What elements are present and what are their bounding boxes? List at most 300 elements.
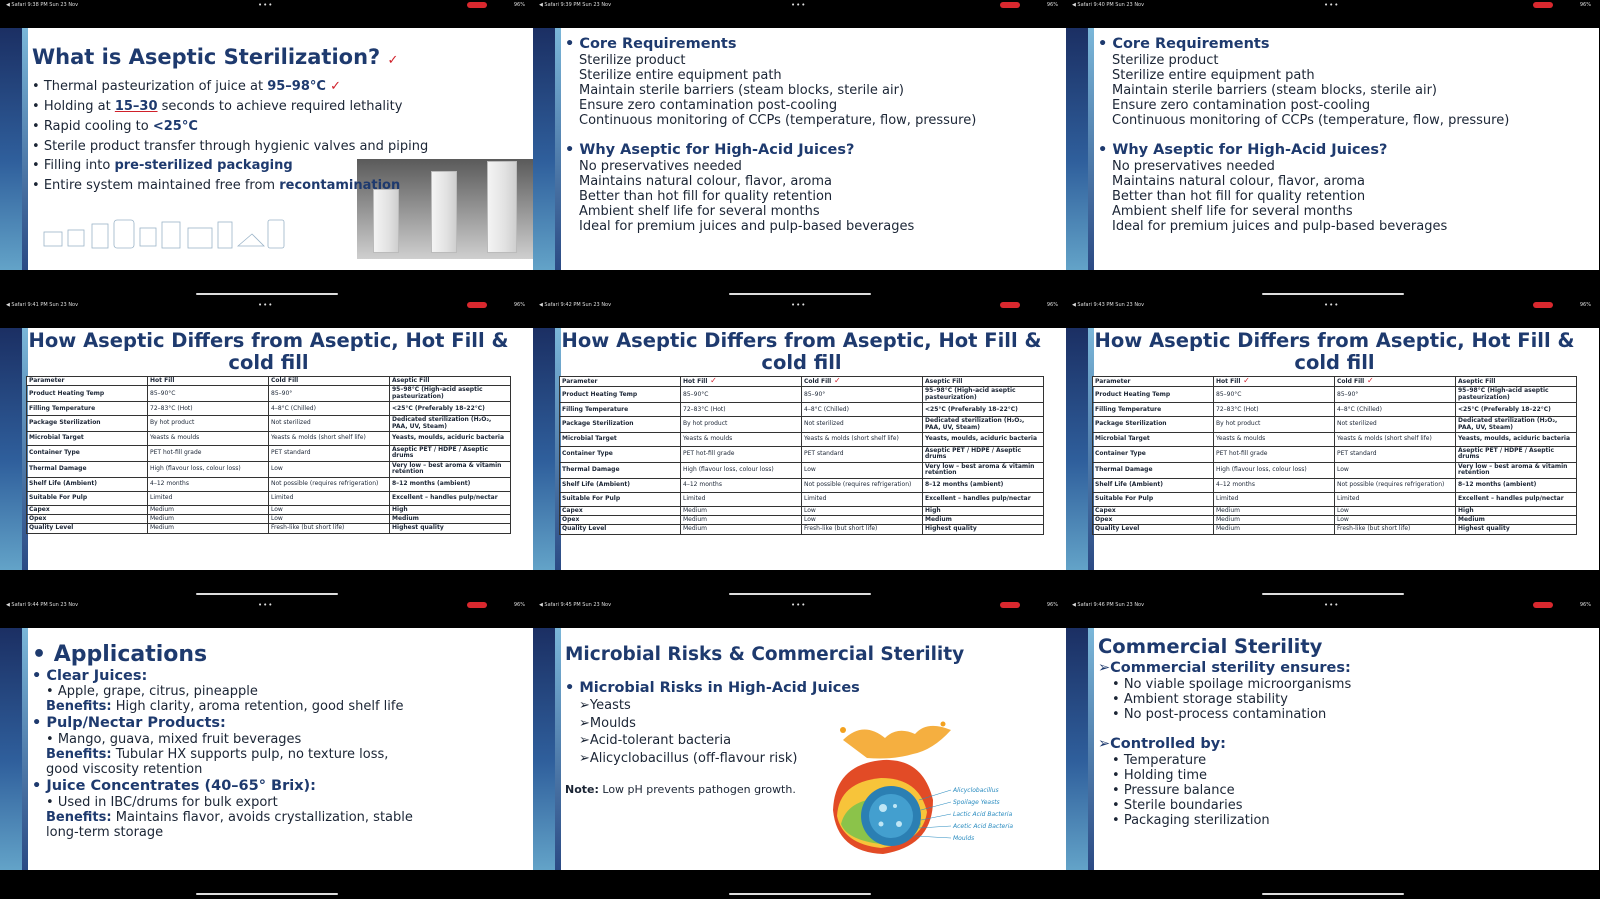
table-cell: Yeasts & molds (short shelf life) [269, 432, 390, 446]
list-item: • Apple, grape, citrus, pineapple [46, 684, 258, 699]
figure-label: Alicyclobacillus [953, 787, 999, 794]
slide-accent-bar [533, 328, 555, 570]
table-cell: Medium [681, 506, 802, 515]
home-indicator[interactable] [1262, 893, 1404, 895]
table-cell: High [390, 505, 511, 514]
battery-level: 96% [513, 302, 525, 308]
screenshot-cell-6 [1066, 300, 1599, 599]
table-cell: 85–90° [802, 387, 923, 403]
table-cell: Package Sterilization [560, 417, 681, 433]
benefits-text: Benefits: Maintains flavor, avoids crystallization, stable [46, 810, 413, 825]
table-cell: Very low – best aroma & vitamin retention [390, 461, 511, 477]
table-cell: 4–8°C (Chilled) [269, 402, 390, 416]
table-row [27, 515, 511, 524]
table-cell: Quality Level [560, 525, 681, 534]
screenshot-cell-8 [533, 600, 1066, 899]
list-item: • Temperature [1112, 753, 1207, 768]
table-cell: PET standard [269, 446, 390, 462]
more-dots-icon[interactable]: ••• [258, 601, 274, 609]
home-indicator[interactable] [196, 893, 338, 895]
comparison-table-container [559, 376, 1044, 535]
battery-level: 96% [1046, 302, 1058, 308]
table-header-cell: Parameter [1093, 377, 1214, 387]
list-item: Continuous monitoring of CCPs (temperature, flow, pressure) [579, 113, 977, 128]
table-row [1093, 478, 1577, 492]
table-cell: Capex [560, 506, 681, 515]
more-dots-icon[interactable]: ••• [791, 601, 807, 609]
table-row [27, 446, 511, 462]
list-item: Ensure zero contamination post-cooling [579, 98, 838, 113]
list-item: • No post-process contamination [1112, 707, 1327, 722]
table-cell: Dedicated sterilization (H₂O₂, PAA, UV, Steam) [390, 416, 511, 432]
note-text: Note: Low pH prevents pathogen growth. [565, 783, 796, 796]
slide-title: How Aseptic Differs from Aseptic, Hot Fill & cold fill [1094, 329, 1575, 374]
comparison-table [559, 376, 1044, 535]
table-cell: Fresh-like (but short life) [802, 525, 923, 534]
table-cell: Medium [1214, 525, 1335, 534]
slide-accent-bar [1066, 28, 1088, 270]
status-bar [533, 600, 1066, 610]
status-bar [0, 300, 533, 310]
recording-indicator [1000, 602, 1020, 608]
table-cell: <25°C (Preferably 18–22°C) [1456, 403, 1577, 417]
screenshot-cell-1 [0, 0, 533, 299]
list-item: Ideal for premium juices and pulp-based beverages [1112, 219, 1448, 234]
slide-title: Commercial Sterility [1098, 635, 1323, 658]
table-cell: By hot product [1214, 417, 1335, 433]
table-row [560, 525, 1044, 534]
slide-accent-bar [1066, 628, 1088, 870]
list-item: ➢Acid-tolerant bacteria [579, 733, 732, 748]
table-cell: By hot product [681, 417, 802, 433]
slide-title: What is Aseptic Sterilization? ✓ [32, 45, 399, 69]
more-dots-icon[interactable]: ••• [1324, 1, 1340, 9]
table-cell: Thermal Damage [1093, 462, 1214, 478]
list-item: Maintains natural colour, flavor, aroma [579, 174, 832, 189]
table-cell: PET standard [802, 447, 923, 463]
status-bar [1066, 600, 1599, 610]
table-cell: Opex [1093, 516, 1214, 525]
list-item: • Used in IBC/drums for bulk export [46, 795, 278, 810]
table-row [560, 387, 1044, 403]
check-mark-icon: ✓ [1364, 376, 1374, 385]
recording-indicator [467, 2, 487, 8]
bullet-item: • Filling into pre-sterilized packaging [32, 158, 293, 173]
table-row [1093, 462, 1577, 478]
list-item: Maintains natural colour, flavor, aroma [1112, 174, 1365, 189]
table-cell: Product Heating Temp [27, 386, 148, 402]
list-item: No preservatives needed [1112, 159, 1275, 174]
table-cell: Filling Temperature [1093, 403, 1214, 417]
bullet-item: • Holding at 15–30 seconds to achieve required lethality [32, 99, 403, 114]
table-cell: Shelf Life (Ambient) [560, 478, 681, 492]
table-cell: 4–8°C (Chilled) [1335, 403, 1456, 417]
table-row [560, 506, 1044, 515]
table-cell: Limited [148, 491, 269, 505]
check-mark-icon: ✓ [387, 53, 399, 68]
table-cell: Opex [560, 516, 681, 525]
section-heading: • Clear Juices: [32, 668, 148, 684]
table-cell: Capex [27, 505, 148, 514]
table-cell: PET hot-fill grade [1214, 447, 1335, 463]
table-row [560, 492, 1044, 506]
table-cell: Low [1335, 516, 1456, 525]
table-row [1093, 447, 1577, 463]
table-cell: Package Sterilization [27, 416, 148, 432]
table-cell: Suitable For Pulp [27, 491, 148, 505]
table-row [27, 505, 511, 514]
table-cell: 85–90°C [148, 386, 269, 402]
slide-comparison-table [0, 328, 533, 570]
screenshot-cell-3 [1066, 0, 1599, 299]
table-cell: Medium [148, 524, 269, 533]
table-row [560, 462, 1044, 478]
recording-indicator [467, 302, 487, 308]
table-row [1093, 525, 1577, 534]
battery-level: 96% [1046, 602, 1058, 608]
table-cell: Yeasts & molds (short shelf life) [802, 433, 923, 447]
benefits-text: Benefits: High clarity, aroma retention, good shelf life [46, 699, 404, 714]
status-bar [533, 300, 1066, 310]
bullet-item: • Sterile product transfer through hygienic valves and piping [32, 139, 429, 154]
check-mark-icon: ✓ [330, 79, 341, 94]
table-row [27, 386, 511, 402]
slide-accent-bar [533, 28, 555, 270]
section-heading: • Juice Concentrates (40–65° Brix): [32, 778, 316, 794]
table-cell: Package Sterilization [1093, 417, 1214, 433]
table-cell: Container Type [1093, 447, 1214, 463]
slide-title: • Applications [32, 642, 208, 667]
slide-title: How Aseptic Differs from Aseptic, Hot Fill & cold fill [561, 329, 1042, 374]
status-time: ◀ Safari 9:44 PM Sun 23 Nov [6, 602, 79, 608]
table-cell: Filling Temperature [27, 402, 148, 416]
table-cell: High [923, 506, 1044, 515]
table-cell: Yeasts & moulds [148, 432, 269, 446]
table-cell: Thermal Damage [27, 461, 148, 477]
table-cell: High [1456, 506, 1577, 515]
section-heading: • Why Aseptic for High-Acid Juices? [1098, 142, 1388, 158]
table-cell: Low [1335, 506, 1456, 515]
battery-level: 96% [1579, 2, 1591, 8]
table-cell: PET standard [1335, 447, 1456, 463]
slide-accent-bar [0, 28, 22, 270]
table-row [27, 491, 511, 505]
table-cell: Not possible (requires refrigeration) [1335, 478, 1456, 492]
list-item: Ambient shelf life for several months [579, 204, 820, 219]
home-indicator[interactable] [1262, 293, 1404, 295]
slide-aseptic-sterilization [0, 28, 533, 270]
table-row [1093, 387, 1577, 403]
table-cell: Medium [1214, 506, 1335, 515]
table-cell: Shelf Life (Ambient) [1093, 478, 1214, 492]
table-cell: Low [802, 462, 923, 478]
table-cell: 72–83°C (Hot) [681, 403, 802, 417]
table-cell: 72–83°C (Hot) [148, 402, 269, 416]
table-row [1093, 506, 1577, 515]
more-dots-icon[interactable]: ••• [791, 301, 807, 309]
table-cell: Highest quality [1456, 525, 1577, 534]
table-cell: Very low – best aroma & vitamin retention [923, 462, 1044, 478]
section-heading: • Core Requirements [565, 36, 737, 52]
table-cell: Excellent – handles pulp/nectar [390, 491, 511, 505]
figure-label: Spoilage Yeasts [953, 799, 1000, 806]
figure-label: Moulds [953, 835, 975, 842]
check-mark-icon: ✓ [1240, 376, 1250, 385]
table-cell: Microbial Target [1093, 433, 1214, 447]
benefits-text: Benefits: Tubular HX supports pulp, no texture loss, [46, 747, 389, 762]
table-header-cell: Hot Fill [148, 377, 269, 386]
table-cell: Yeasts & moulds [1214, 433, 1335, 447]
table-cell: 85–90°C [1214, 387, 1335, 403]
table-cell: Yeasts, moulds, aciduric bacteria [390, 432, 511, 446]
list-item: No preservatives needed [579, 159, 742, 174]
table-row [1093, 492, 1577, 506]
screenshot-cell-2 [533, 0, 1066, 299]
check-mark-icon: ✓ [707, 376, 717, 385]
bullet-item: • Entire system maintained free from recontamination [32, 178, 401, 193]
table-cell: Suitable For Pulp [560, 492, 681, 506]
table-cell: 85–90° [1335, 387, 1456, 403]
list-item: • Sterile boundaries [1112, 798, 1243, 813]
table-cell: Low [269, 461, 390, 477]
list-item: Better than hot fill for quality retention [1112, 189, 1366, 204]
table-cell: Limited [269, 491, 390, 505]
table-cell: Medium [681, 516, 802, 525]
bullet-item: • Thermal pasteurization of juice at 95–98°C ✓ [32, 79, 341, 94]
table-cell: Medium [681, 525, 802, 534]
table-row [560, 433, 1044, 447]
table-cell: Low [1335, 462, 1456, 478]
table-cell: Filling Temperature [560, 403, 681, 417]
table-row [1093, 516, 1577, 525]
table-cell: High (flavour loss, colour loss) [681, 462, 802, 478]
table-cell: Yeasts & molds (short shelf life) [1335, 433, 1456, 447]
table-cell: Thermal Damage [560, 462, 681, 478]
table-cell: Highest quality [390, 524, 511, 533]
table-cell: Low [269, 505, 390, 514]
table-header-cell: Cold Fill [269, 377, 390, 386]
status-time: ◀ Safari 9:39 PM Sun 23 Nov [539, 2, 612, 8]
table-cell: Low [269, 515, 390, 524]
slide-title: How Aseptic Differs from Aseptic, Hot Fill & cold fill [28, 329, 509, 374]
table-cell: 95–98°C (High-acid aseptic pasteurization) [1456, 387, 1577, 403]
section-heading: • Why Aseptic for High-Acid Juices? [565, 142, 855, 158]
list-item: Sterilize product [579, 53, 686, 68]
table-row [560, 403, 1044, 417]
table-cell: Not sterilized [269, 416, 390, 432]
list-item: ➢Alicyclobacillus (off-flavour risk) [579, 750, 798, 766]
table-row [560, 516, 1044, 525]
status-bar [533, 0, 1066, 10]
list-item: • No viable spoilage microorganisms [1112, 677, 1352, 692]
table-cell: 4–12 months [681, 478, 802, 492]
table-cell: Medium [148, 505, 269, 514]
table-cell: Yeasts, moulds, aciduric bacteria [923, 433, 1044, 447]
more-dots-icon[interactable]: ••• [1324, 301, 1340, 309]
status-time: ◀ Safari 9:40 PM Sun 23 Nov [1072, 2, 1145, 8]
comparison-table-container [1092, 376, 1577, 535]
recording-indicator [1533, 302, 1553, 308]
table-row [1093, 433, 1577, 447]
status-time: ◀ Safari 9:38 PM Sun 23 Nov [6, 2, 79, 8]
table-cell: Microbial Target [27, 432, 148, 446]
bullet-item: • Rapid cooling to <25°C [32, 119, 198, 134]
table-row [27, 477, 511, 491]
slide-core-requirements [1066, 28, 1599, 270]
table-cell: 72–83°C (Hot) [1214, 403, 1335, 417]
table-cell: 95–98°C (High-acid aseptic pasteurization) [390, 386, 511, 402]
slide-applications [0, 628, 533, 870]
table-cell: Dedicated sterilization (H₂O₂, PAA, UV, Steam) [923, 417, 1044, 433]
table-cell: 85–90° [269, 386, 390, 402]
table-cell: Fresh-like (but short life) [269, 524, 390, 533]
status-time: ◀ Safari 9:43 PM Sun 23 Nov [1072, 302, 1145, 308]
table-cell: PET hot-fill grade [681, 447, 802, 463]
table-cell: <25°C (Preferably 18–22°C) [923, 403, 1044, 417]
table-cell: Microbial Target [560, 433, 681, 447]
table-cell: Suitable For Pulp [1093, 492, 1214, 506]
screenshot-cell-5 [533, 300, 1066, 599]
table-cell: Product Heating Temp [560, 387, 681, 403]
home-indicator[interactable] [729, 593, 871, 595]
table-cell: Low [802, 516, 923, 525]
packaging-sketch-icon [42, 216, 292, 252]
table-cell: Yeasts & moulds [681, 433, 802, 447]
list-item: Sterilize entire equipment path [579, 68, 782, 83]
slide-title: Microbial Risks & Commercial Sterility [565, 644, 965, 665]
table-cell: PET hot-fill grade [148, 446, 269, 462]
status-bar [0, 0, 533, 10]
table-row [560, 447, 1044, 463]
table-cell: Quality Level [27, 524, 148, 533]
comparison-table-container [26, 376, 511, 534]
table-cell: 4–12 months [148, 477, 269, 491]
table-cell: High (flavour loss, colour loss) [1214, 462, 1335, 478]
table-cell: 4–8°C (Chilled) [802, 403, 923, 417]
table-row [27, 402, 511, 416]
table-cell: Not sterilized [802, 417, 923, 433]
table-cell: Excellent – handles pulp/nectar [1456, 492, 1577, 506]
table-cell: Product Heating Temp [1093, 387, 1214, 403]
table-cell: Limited [1214, 492, 1335, 506]
slide-accent-bar [533, 628, 555, 870]
list-item: Better than hot fill for quality retention [579, 189, 833, 204]
table-header-cell: Aseptic Fill [390, 377, 511, 386]
slide-microbial-risks [533, 628, 1066, 870]
table-cell: Low [802, 506, 923, 515]
table-cell: By hot product [148, 416, 269, 432]
home-indicator[interactable] [196, 293, 338, 295]
table-cell: Aseptic PET / HDPE / Aseptic drums [923, 447, 1044, 463]
list-item: Maintain sterile barriers (steam blocks, sterile air) [579, 83, 904, 98]
status-bar [0, 600, 533, 610]
table-cell: Not possible (requires refrigeration) [802, 478, 923, 492]
table-header-cell: Parameter [27, 377, 148, 386]
table-cell: Container Type [560, 447, 681, 463]
screenshot-cell-9 [1066, 600, 1599, 899]
table-header-cell: Hot Fill ✓ [1214, 377, 1335, 387]
table-cell: Aseptic PET / HDPE / Aseptic drums [390, 446, 511, 462]
table-cell: Not sterilized [1335, 417, 1456, 433]
section-heading: • Microbial Risks in High-Acid Juices [565, 680, 860, 696]
home-indicator[interactable] [729, 893, 871, 895]
table-cell: Container Type [27, 446, 148, 462]
recording-indicator [1533, 2, 1553, 8]
status-time: ◀ Safari 9:45 PM Sun 23 Nov [539, 602, 612, 608]
table-cell: 4–12 months [1214, 478, 1335, 492]
list-item: • Holding time [1112, 768, 1208, 783]
benefits-text: good viscosity retention [46, 762, 203, 777]
carton-image [357, 159, 533, 259]
list-item: Sterilize product [1112, 53, 1219, 68]
list-item: • Pressure balance [1112, 783, 1235, 798]
check-mark-icon: ✓ [831, 376, 841, 385]
more-dots-icon[interactable]: ••• [258, 301, 274, 309]
fruit-microbe-illustration [823, 720, 1033, 866]
home-indicator[interactable] [729, 293, 871, 295]
table-cell: 85–90°C [681, 387, 802, 403]
table-header-cell: Parameter [560, 377, 681, 387]
more-dots-icon[interactable]: ••• [1324, 601, 1340, 609]
benefits-text: long-term storage [46, 825, 164, 840]
table-cell: Very low – best aroma & vitamin retention [1456, 462, 1577, 478]
table-cell: Shelf Life (Ambient) [27, 477, 148, 491]
section-heading: • Core Requirements [1098, 36, 1270, 52]
table-row [27, 524, 511, 533]
battery-level: 96% [1579, 302, 1591, 308]
table-cell: Medium [1456, 516, 1577, 525]
table-cell: Medium [1214, 516, 1335, 525]
table-cell: Opex [27, 515, 148, 524]
list-item: Maintain sterile barriers (steam blocks, sterile air) [1112, 83, 1437, 98]
table-cell: 8–12 months (ambient) [923, 478, 1044, 492]
recording-indicator [1000, 302, 1020, 308]
table-cell: Highest quality [923, 525, 1044, 534]
list-item: Sterilize entire equipment path [1112, 68, 1315, 83]
status-bar [1066, 0, 1599, 10]
recording-indicator [467, 602, 487, 608]
recording-indicator [1533, 602, 1553, 608]
home-indicator[interactable] [1262, 593, 1404, 595]
battery-level: 96% [1046, 2, 1058, 8]
table-cell: Limited [802, 492, 923, 506]
list-item: ➢Moulds [579, 715, 636, 731]
table-header-cell: Aseptic Fill [923, 377, 1044, 387]
table-cell: High (flavour loss, colour loss) [148, 461, 269, 477]
table-cell: Capex [1093, 506, 1214, 515]
more-dots-icon[interactable]: ••• [791, 1, 807, 9]
status-bar [1066, 300, 1599, 310]
more-dots-icon[interactable]: ••• [258, 1, 274, 9]
table-cell: Fresh-like (but short life) [1335, 525, 1456, 534]
figure-label: Lactic Acid Bacteria [953, 811, 1013, 818]
table-row [27, 432, 511, 446]
home-indicator[interactable] [196, 593, 338, 595]
slide-comparison-table [533, 328, 1066, 570]
table-row [560, 478, 1044, 492]
screenshot-cell-4 [0, 300, 533, 599]
section-heading: ➢Commercial sterility ensures: [1098, 660, 1351, 676]
table-cell: 95–98°C (High-acid aseptic pasteurization) [923, 387, 1044, 403]
table-cell: Dedicated sterilization (H₂O₂, PAA, UV, Steam) [1456, 417, 1577, 433]
table-cell: <25°C (Preferably 18–22°C) [390, 402, 511, 416]
slide-core-requirements [533, 28, 1066, 270]
comparison-table [26, 376, 511, 534]
list-item: Continuous monitoring of CCPs (temperature, flow, pressure) [1112, 113, 1510, 128]
list-item: • Ambient storage stability [1112, 692, 1288, 707]
table-row [1093, 403, 1577, 417]
table-cell: Yeasts, moulds, aciduric bacteria [1456, 433, 1577, 447]
